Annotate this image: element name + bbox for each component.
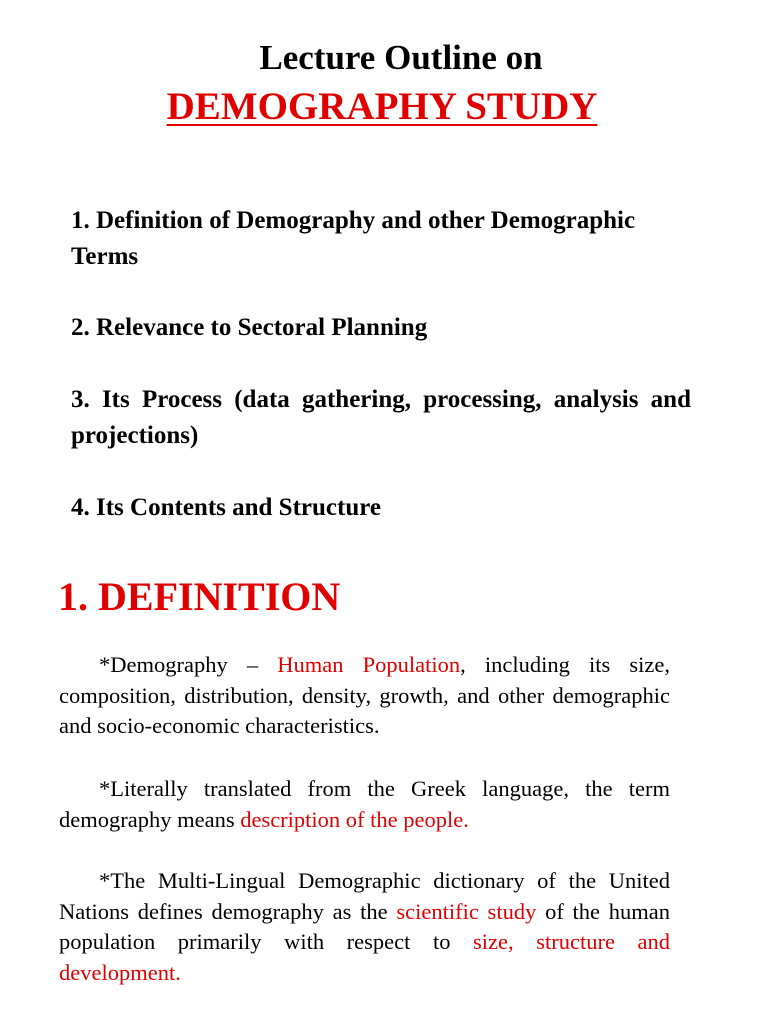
- highlight-text: Human Population: [277, 652, 461, 677]
- page-subtitle: DEMOGRAPHY STUDY: [166, 85, 598, 128]
- outline-item-process: 3. Its Process (data gathering, processing, analysis and projections): [71, 386, 691, 449]
- outline-item-definition: 1. Definition of Demography and other Demographic Terms: [71, 207, 636, 270]
- paragraph-text: *The Multi-Lingual Demographic dictionary of the United Nations defines demography as the: [59, 868, 670, 924]
- definition-paragraph: [59, 774, 670, 835]
- definition-paragraph: [59, 866, 670, 988]
- paragraph-text: , including its size, composition, distribution, density, growth, and other demographic and socio-economic characteristics.: [59, 652, 670, 738]
- outline-item-relevance: 2. Relevance to Sectoral Planning: [71, 314, 428, 341]
- highlight-text: description of the people.: [240, 806, 469, 832]
- highlight-text: size, structure and development.: [59, 929, 670, 985]
- paragraph-text: *Demography –: [99, 652, 278, 677]
- paragraph-text: of the human population primarily with respect to: [59, 898, 671, 954]
- outline-item-contents: 4. Its Contents and Structure: [71, 494, 381, 521]
- paragraph-text: *Literally translated from the Greek language, the term demography means: [59, 776, 670, 832]
- definition-paragraph: [59, 650, 670, 742]
- highlight-text: scientific study: [396, 898, 537, 924]
- section-heading: 1. DEFINITION: [58, 574, 341, 619]
- page-title: Lecture Outline on: [259, 38, 543, 77]
